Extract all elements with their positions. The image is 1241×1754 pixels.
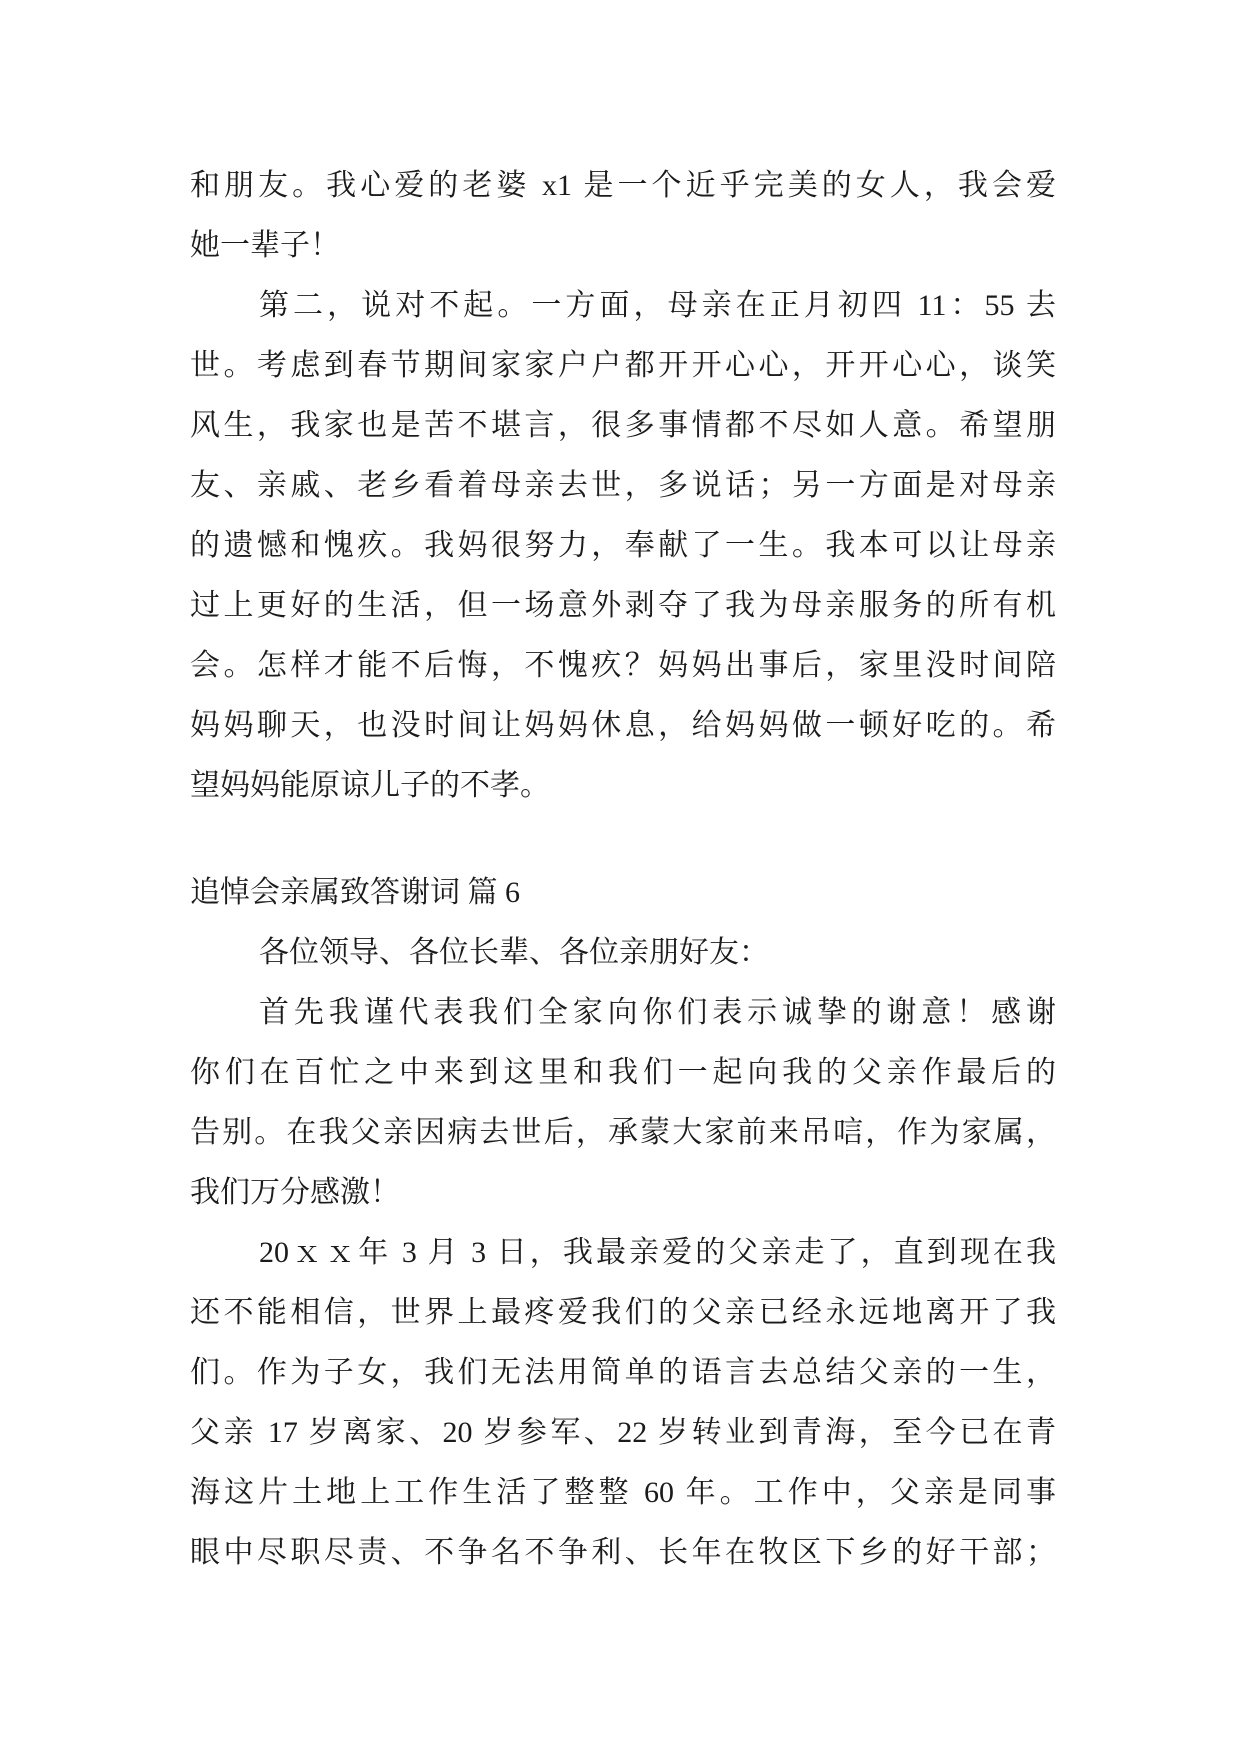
text-line: 各位领导、各位长辈、各位亲朋好友： (259, 936, 769, 969)
text-line: 风生，我家也是苦不堪言，很多事情都不尽如人意。希望朋 (190, 409, 1056, 442)
text-line: 会。怎样才能不后悔，不愧疚？妈妈出事后，家里没时间陪 (190, 649, 1056, 682)
text-line: 友、亲戚、老乡看着母亲去世，多说话；另一方面是对母亲 (190, 469, 1056, 502)
paragraph (190, 983, 1056, 1223)
text-line: 世。考虑到春节期间家家户户都开开心心，开开心心，谈笑 (190, 349, 1056, 382)
text-line: 我们万分感激！ (190, 1176, 400, 1209)
text-line: 父亲 17 岁离家、20 岁参军、22 岁转业到青海，至今已在青 (190, 1416, 1056, 1449)
section-heading: 追悼会亲属致答谢词 篇 6 (190, 876, 520, 909)
text-line: 妈妈聊天，也没时间让妈妈休息，给妈妈做一顿好吃的。希 (190, 709, 1056, 742)
text-line: 海这片土地上工作生活了整整 60 年。工作中，父亲是同事 (190, 1476, 1056, 1509)
text-line: 过上更好的生活，但一场意外剥夺了我为母亲服务的所有机 (190, 589, 1056, 622)
text-line: 还不能相信，世界上最疼爱我们的父亲已经永远地离开了我 (190, 1296, 1056, 1329)
paragraph (190, 156, 1056, 276)
text-line: 她一辈子！ (190, 229, 340, 262)
text-line: 首先我谨代表我们全家向你们表示诚挚的谢意！感谢 (259, 996, 1056, 1029)
text-line: 和朋友。我心爱的老婆 x1 是一个近乎完美的女人，我会爱 (190, 169, 1056, 202)
text-line: 眼中尽职尽责、不争名不争利、长年在牧区下乡的好干部； (190, 1536, 1056, 1569)
paragraph (190, 923, 1056, 983)
text-line: 20ｘｘ年 3 月 3 日，我最亲爱的父亲走了，直到现在我 (259, 1236, 1056, 1269)
text-line: 你们在百忙之中来到这里和我们一起向我的父亲作最后的 (190, 1056, 1056, 1089)
document-body (190, 156, 1056, 1583)
text-line: 第二，说对不起。一方面，母亲在正月初四 11：55 去 (259, 289, 1056, 322)
text-line: 告别。在我父亲因病去世后，承蒙大家前来吊唁，作为家属， (190, 1116, 1056, 1149)
text-line: 望妈妈能原谅儿子的不孝。 (190, 769, 550, 802)
text-line: 们。作为子女，我们无法用简单的语言去总结父亲的一生， (190, 1356, 1056, 1389)
paragraph (190, 1223, 1056, 1583)
text-line: 的遗憾和愧疚。我妈很努力，奉献了一生。我本可以让母亲 (190, 529, 1056, 562)
paragraph (190, 276, 1056, 816)
